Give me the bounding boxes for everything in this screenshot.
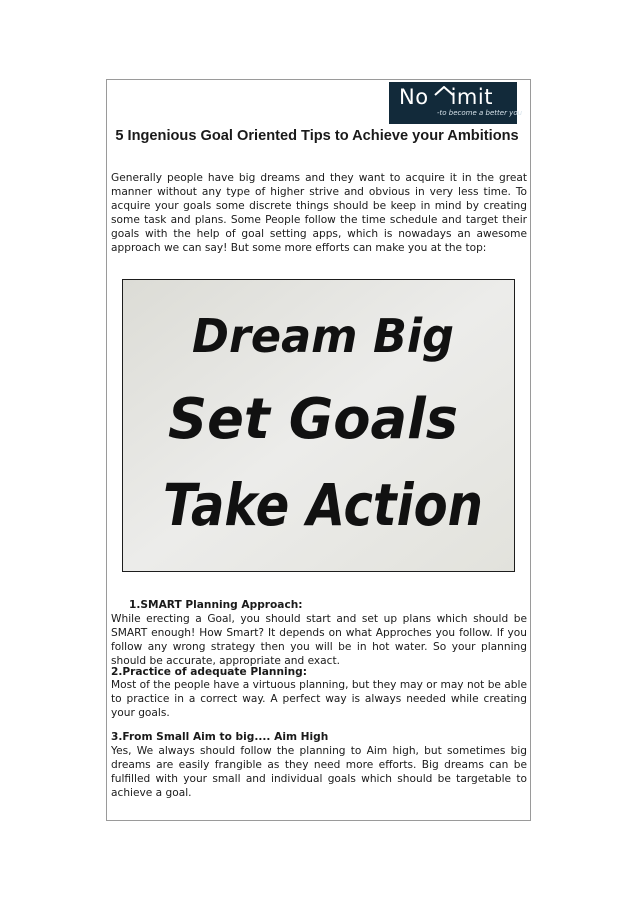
section-body-smart: While erecting a Goal, you should start and set up plans which should be SMART enough! How Smart? It depends on what Approches you follow. If you follow any wrong strategy then you will be in hot water. So your planning should be accurate, appropriate and exact. [111,613,527,668]
section-heading-practice: 2.Practice of adequate Planning: [111,666,307,678]
photo-line-set-goals: Set Goals [168,387,458,452]
motivation-photo-graphic [123,280,515,572]
logo-wordmark: No imit [399,85,493,109]
logo-tagline: -to become a better you [437,109,523,117]
motivation-photo [122,279,515,572]
photo-line-take-action: Take Action [163,471,483,539]
photo-line-dream-big: Dream Big [192,309,454,363]
section-heading-aim-high: 3.From Small Aim to big.... Aim High [111,731,329,743]
brand-logo [389,82,523,124]
roof-icon [434,86,454,96]
article-title: 5 Ingenious Goal Oriented Tips to Achieve your Ambitions [115,128,519,144]
section-heading-smart: 1.SMART Planning Approach: [129,599,303,611]
section-body-aim-high: Yes, We always should follow the planning to Aim high, but sometimes big dreams are easily frangible as they need more efforts. Big dreams can be fulfilled with your small and individual goals which should be targetable to achieve a goal. [111,745,527,800]
section-body-practice: Most of the people have a virtuous planning, but they may or may not be able to practice in a correct way. A perfect way is always needed while creating your goals. [111,679,527,720]
intro-paragraph: Generally people have big dreams and they want to acquire it in the great manner without any type of higher strive and obvious in very less time. To acquire your goals some discrete things should be keep in mind by creating some task and plans. Some People follow the time schedule and target their goals with the help of goal setting apps, which is nowadays an awesome approach we can say! But some more efforts can make you at the top: [111,172,527,255]
